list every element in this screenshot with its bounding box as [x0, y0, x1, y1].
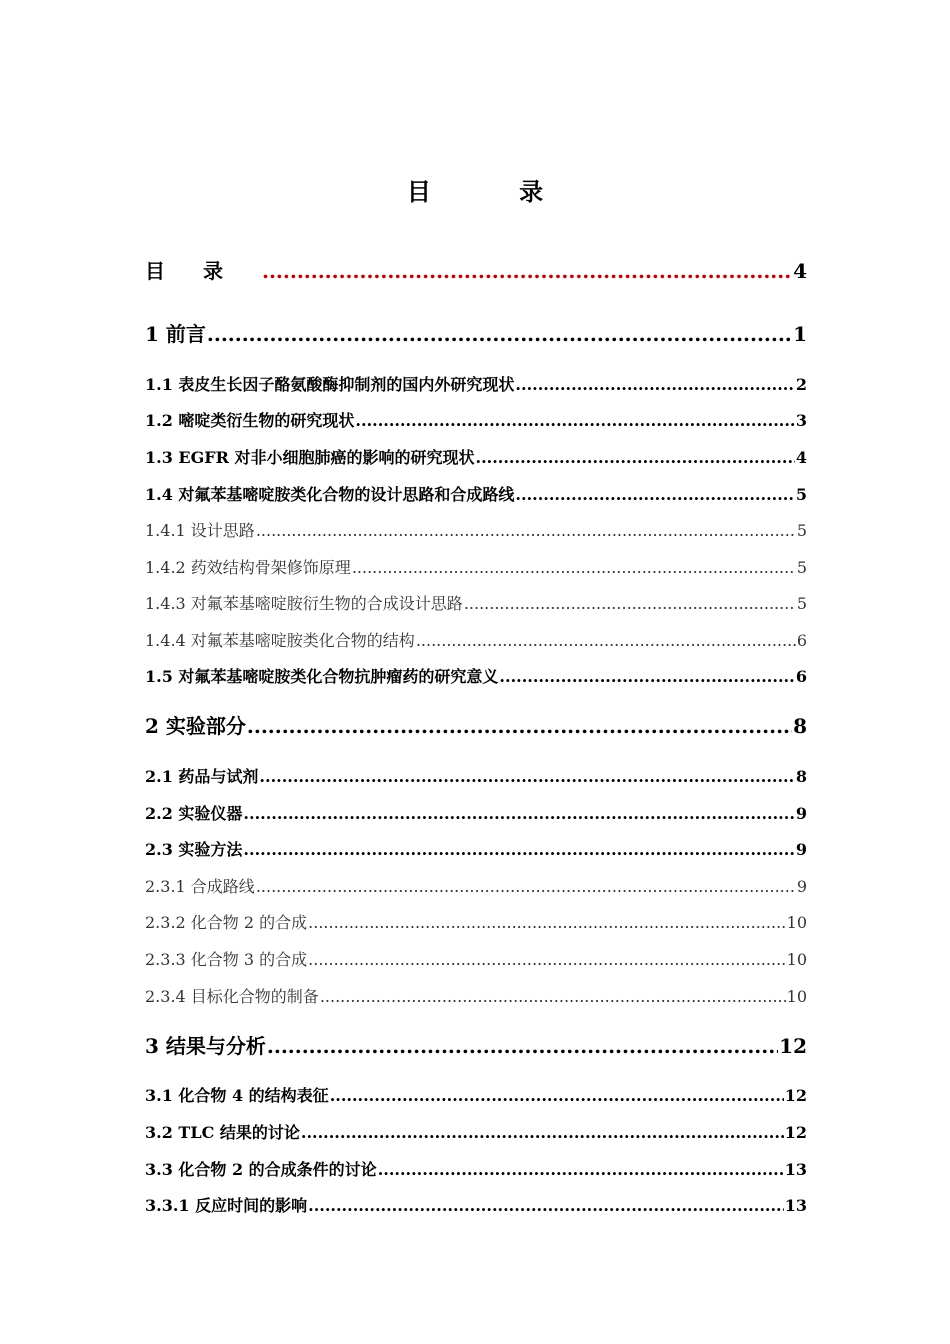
page-title: 目 录	[406, 178, 584, 206]
toc-entry-2-1[interactable]	[145, 764, 807, 787]
toc-entry-2-2[interactable]	[145, 801, 807, 824]
toc-entry-label: 1.4.3 对氟苯基嘧啶胺衍生物的合成设计思路	[145, 594, 463, 613]
toc-entry-page: 3	[795, 411, 807, 430]
toc-entry-label: 2.3.1 合成路线	[145, 877, 255, 896]
toc-entry-2-3-1[interactable]	[145, 874, 807, 897]
toc-entry-label: 1.4.4 对氟苯基嘧啶胺类化合物的结构	[145, 631, 415, 650]
toc-entry-chapter-1[interactable]	[145, 318, 807, 347]
toc-entry-1-4-4[interactable]	[145, 628, 807, 651]
toc-entry-2-3-4[interactable]	[145, 984, 807, 1007]
toc-entry-page: 5	[796, 521, 807, 540]
toc-leader-dots	[352, 558, 796, 577]
toc-entry-2-3[interactable]	[145, 837, 807, 860]
toc-entry-label: 1 前言	[145, 322, 206, 346]
toc-entry-label: 2 实验部分	[145, 714, 246, 738]
toc-entry-page: 13	[784, 1196, 807, 1215]
toc-entry-3-1[interactable]	[145, 1083, 807, 1106]
toc-entry-label: 3.3.1 反应时间的影响	[145, 1196, 308, 1215]
toc-entry-label: 3.2 TLC 结果的讨论	[145, 1123, 300, 1142]
toc-entry-page: 9	[796, 877, 807, 896]
toc-entry-label: 1.4.1 设计思路	[145, 521, 255, 540]
toc-leader-dots	[476, 448, 795, 467]
toc-entry-1-3[interactable]	[145, 445, 807, 468]
toc-entry-page: 5	[796, 558, 807, 577]
toc-entry-label: 3.3 化合物 2 的合成条件的讨论	[145, 1160, 377, 1179]
toc-entry-1-2[interactable]	[145, 408, 807, 431]
toc-entry-1-1[interactable]	[145, 372, 807, 395]
toc-entry-page: 12	[779, 1034, 807, 1058]
toc-entry-label: 1.4 对氟苯基嘧啶胺类化合物的设计思路和合成路线	[145, 485, 515, 504]
toc-entry-page: 10	[786, 987, 807, 1006]
toc-entry-label: 2.3 实验方法	[145, 840, 243, 859]
toc-leader-dots	[256, 877, 796, 896]
toc-entry-label: 目录	[145, 259, 261, 283]
toc-entry-1-4-3[interactable]	[145, 591, 807, 614]
toc-leader-dots	[320, 987, 786, 1006]
toc-leader-dots	[243, 804, 794, 823]
toc-entry-page: 8	[795, 767, 807, 786]
toc-entry-label: 2.3.3 化合物 3 的合成	[145, 950, 308, 969]
toc-leader-dots	[515, 485, 794, 504]
toc-entry-label: 1.1 表皮生长因子酪氨酸酶抑制剂的国内外研究现状	[145, 375, 515, 394]
toc-leader-dots	[243, 840, 794, 859]
toc-entry-1-4-2[interactable]	[145, 555, 807, 578]
toc-entry-1-4-1[interactable]	[145, 518, 807, 541]
toc-entry-3-2[interactable]	[145, 1120, 807, 1143]
toc-entry-label: 1.3 EGFR 对非小细胞肺癌的影响的研究现状	[145, 448, 475, 467]
toc-leader-dots	[378, 1160, 784, 1179]
toc-entry-label: 1.4.2 药效结构骨架修饰原理	[145, 558, 351, 577]
toc-entry-label: 2.3.4 目标化合物的制备	[145, 987, 319, 1006]
toc-leader-dots	[301, 1123, 784, 1142]
toc-entry-chapter-3[interactable]	[145, 1030, 807, 1059]
toc-entry-page: 4	[795, 448, 807, 467]
toc-entry-page: 2	[795, 375, 807, 394]
toc-leader-dots	[355, 411, 794, 430]
toc-entry-page: 5	[796, 594, 807, 613]
toc-entry-2-3-3[interactable]	[145, 947, 807, 970]
toc-entry-page: 4	[793, 259, 807, 283]
toc-entry-label: 1.2 嘧啶类衍生物的研究现状	[145, 411, 355, 430]
toc-entry-label: 1.5 对氟苯基嘧啶胺类化合物抗肿瘤药的研究意义	[145, 667, 499, 686]
toc-entry-page: 10	[786, 950, 807, 969]
toc-leader-dots	[262, 259, 792, 283]
toc-entry-page: 8	[793, 714, 807, 738]
toc-leader-dots	[259, 767, 794, 786]
toc-entry-3-3[interactable]	[145, 1157, 807, 1180]
toc-entry-page: 1	[793, 322, 807, 346]
toc-leader-dots	[515, 375, 794, 394]
toc-leader-dots	[247, 714, 792, 738]
toc-entry-label: 2.2 实验仪器	[145, 804, 243, 823]
toc-entry-label: 2.1 药品与试剂	[145, 767, 259, 786]
toc-entry-page: 12	[784, 1086, 807, 1105]
toc-leader-dots	[464, 594, 796, 613]
toc-entry-page: 5	[795, 485, 807, 504]
toc-entry-page: 10	[786, 913, 807, 932]
toc-entry-1-4[interactable]	[145, 482, 807, 505]
toc-entry-contents[interactable]	[145, 255, 807, 284]
toc-leader-dots	[256, 521, 796, 540]
toc-leader-dots	[308, 1196, 784, 1215]
toc-entry-chapter-2[interactable]	[145, 710, 807, 739]
toc-entry-2-3-2[interactable]	[145, 910, 807, 933]
toc-leader-dots	[416, 631, 796, 650]
toc-entry-3-3-1[interactable]	[145, 1193, 807, 1216]
toc-leader-dots	[267, 1034, 778, 1058]
toc-leader-dots	[308, 950, 785, 969]
toc-leader-dots	[308, 913, 785, 932]
toc-entry-page: 9	[795, 840, 807, 859]
toc-entry-label: 3 结果与分析	[145, 1034, 266, 1058]
toc-entry-page: 9	[795, 804, 807, 823]
toc-entry-page: 13	[784, 1160, 807, 1179]
toc-entry-label: 2.3.2 化合物 2 的合成	[145, 913, 308, 932]
toc-entry-page: 12	[784, 1123, 807, 1142]
toc-entry-1-5[interactable]	[145, 664, 807, 687]
toc-leader-dots	[330, 1086, 784, 1105]
toc-leader-dots	[207, 322, 792, 346]
toc-entry-label: 3.1 化合物 4 的结构表征	[145, 1086, 329, 1105]
toc-entry-page: 6	[796, 631, 807, 650]
toc-leader-dots	[499, 667, 794, 686]
toc-entry-page: 6	[795, 667, 807, 686]
